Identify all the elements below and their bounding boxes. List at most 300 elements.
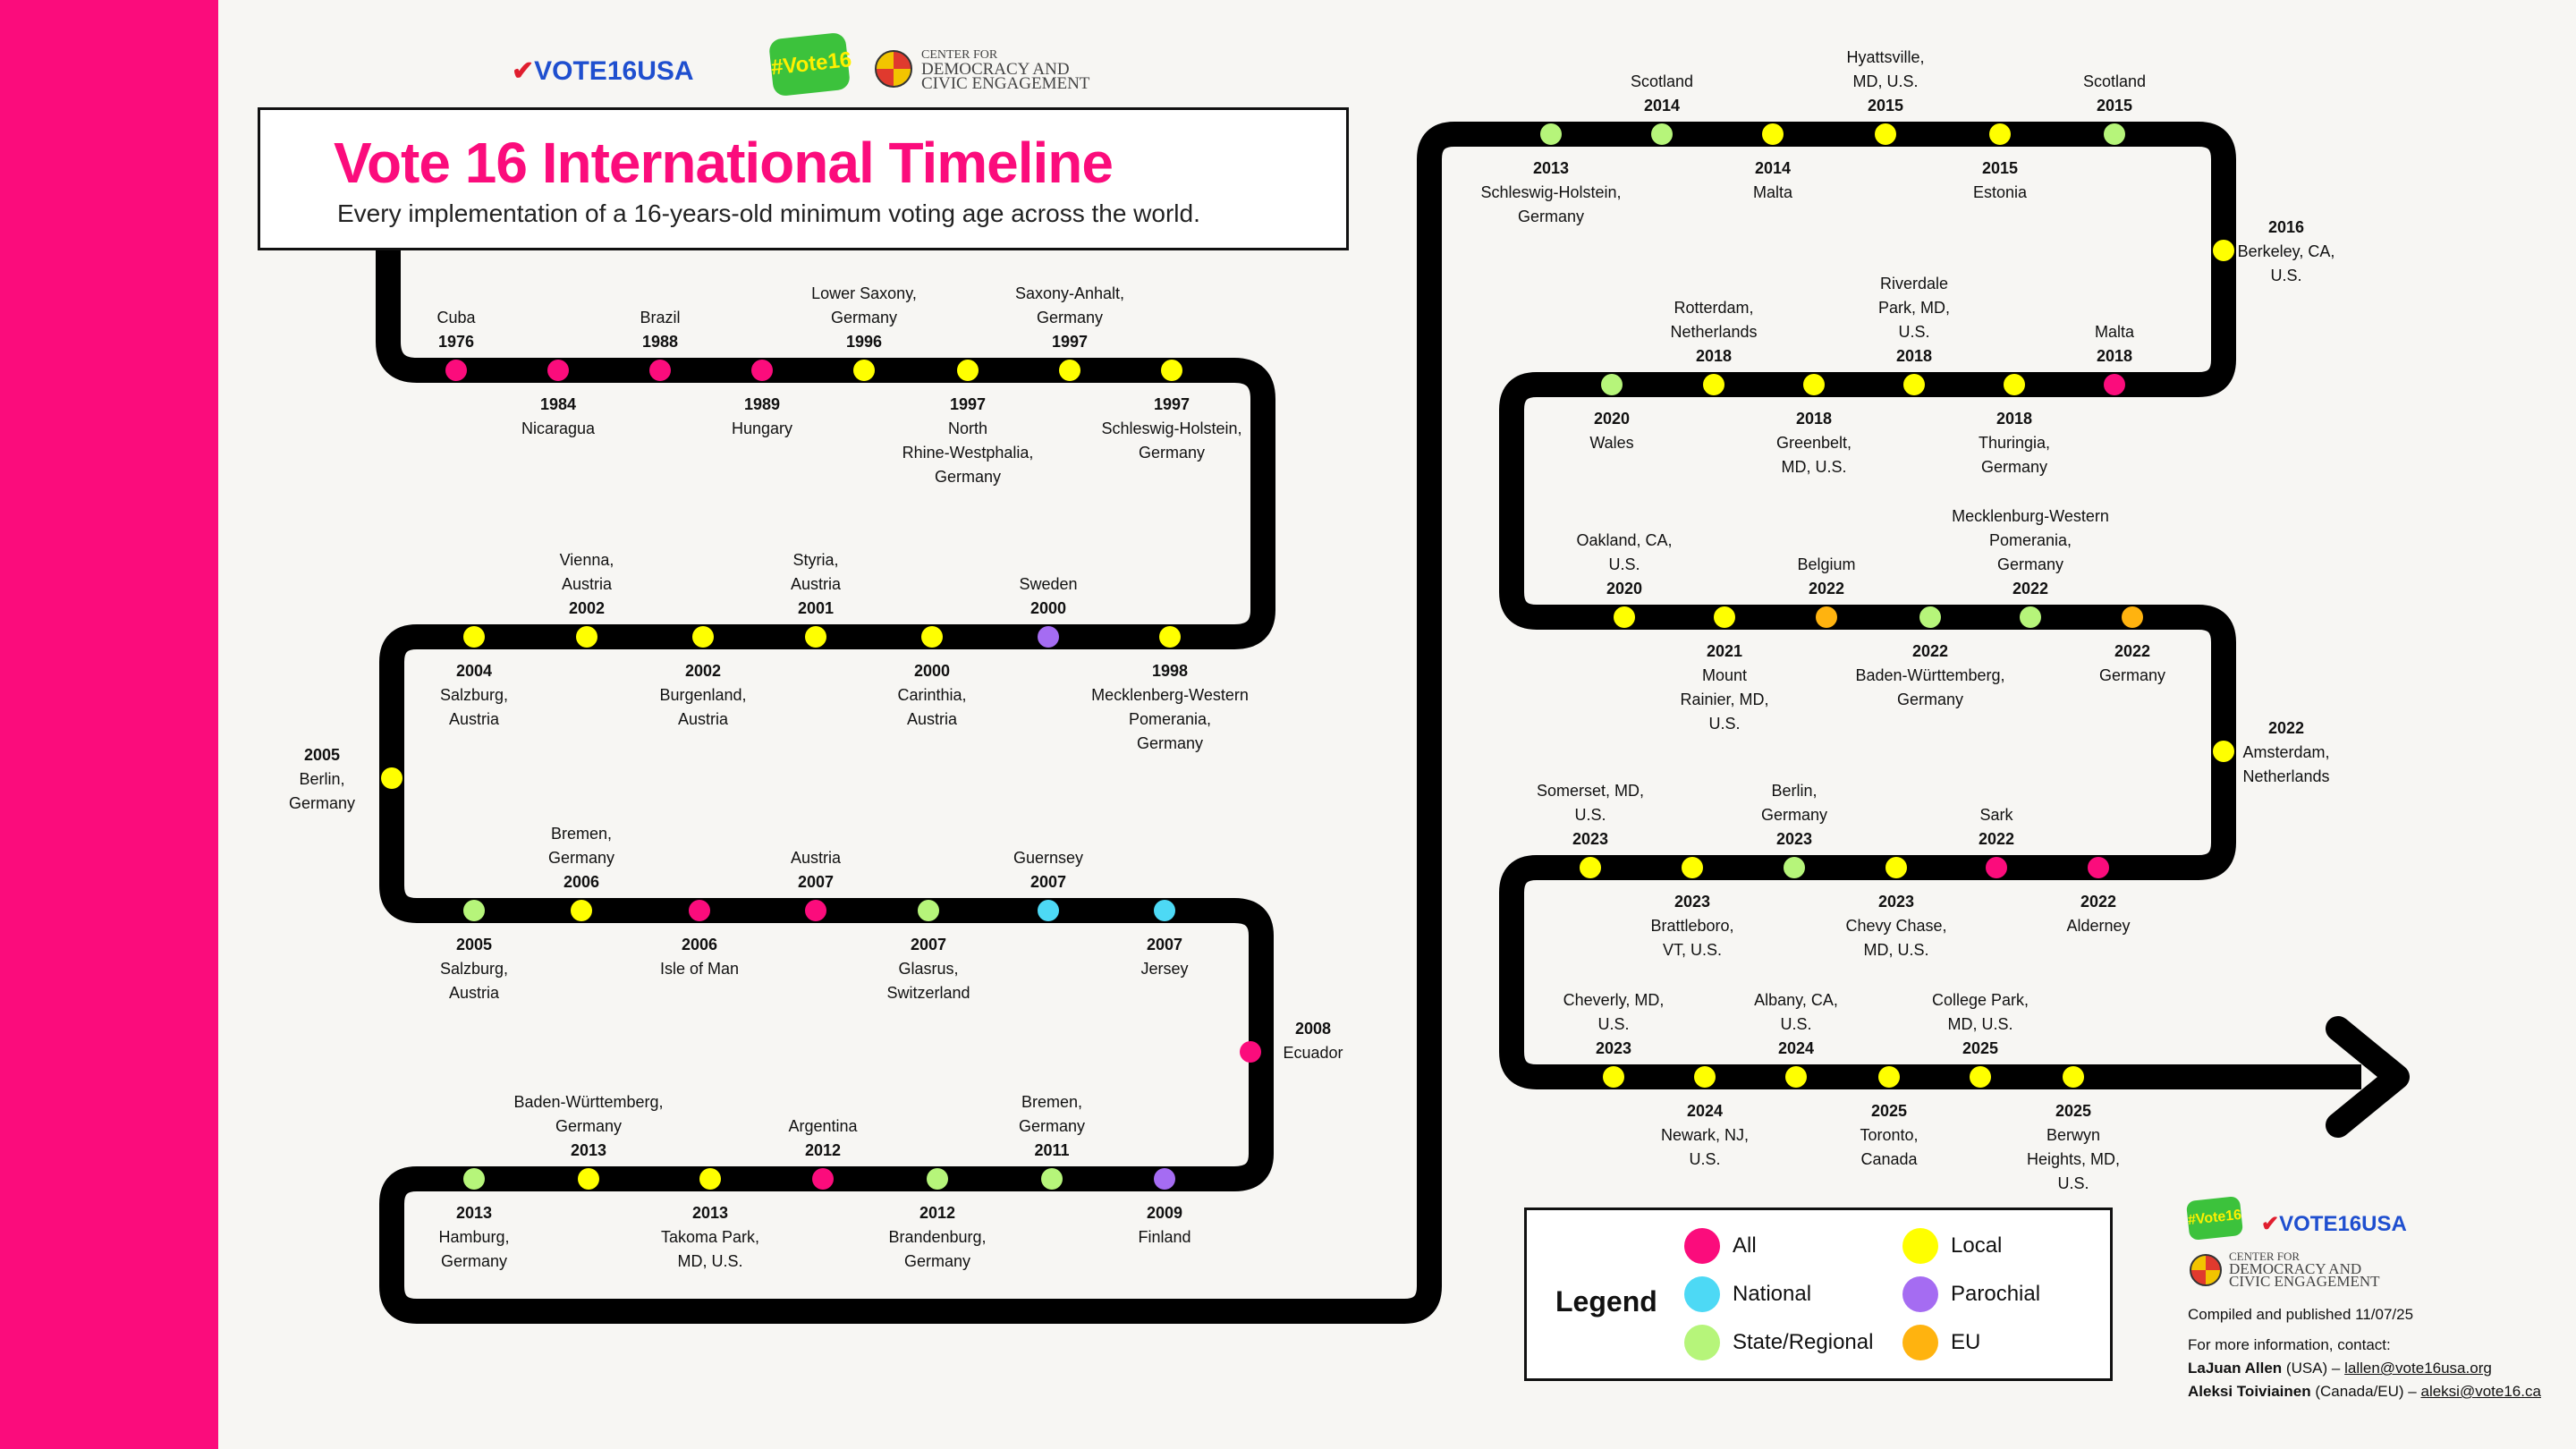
event-place: Netherlands	[1670, 323, 1758, 341]
event-place: Toronto,	[1860, 1126, 1919, 1144]
event-place: Pomerania,	[1988, 531, 2072, 549]
event-place: Germany	[1018, 1117, 1086, 1135]
event-year: 2012	[804, 1141, 842, 1159]
event-label	[811, 284, 917, 351]
event-label	[660, 936, 739, 978]
event-year: 1984	[539, 395, 577, 413]
legend-title: Legend	[1555, 1285, 1657, 1318]
contact-2-region: (Canada/EU) –	[2315, 1383, 2417, 1400]
event-year: 2014	[1643, 97, 1681, 114]
event-place: Styria,	[792, 551, 839, 569]
event-place: MD, U.S.	[1947, 1015, 2013, 1033]
timeline-dot	[1682, 857, 1703, 878]
event-place: Somerset, MD,	[1536, 782, 1645, 800]
legend-swatch	[1684, 1228, 1720, 1264]
event-label	[521, 395, 596, 437]
event-place: U.S.	[1608, 555, 1640, 573]
event-year: 2018	[1895, 347, 1933, 365]
event-year: 2025	[2055, 1102, 2092, 1120]
timeline-dot	[1803, 374, 1825, 395]
timeline-dot	[2213, 240, 2234, 261]
event-place: Hamburg,	[438, 1228, 510, 1246]
maryland-seal-icon	[2190, 1254, 2222, 1286]
event-label	[548, 825, 614, 891]
event-place: Brattleboro,	[1650, 917, 1734, 935]
event-year: 2013	[691, 1204, 729, 1222]
event-year: 2022	[2080, 893, 2117, 911]
timeline-dot	[2104, 123, 2125, 145]
event-year: 2011	[1034, 1141, 1070, 1159]
timeline-dot	[1154, 900, 1175, 921]
event-place: Germany	[1036, 309, 1104, 326]
event-place: Finland	[1138, 1228, 1191, 1246]
event-place: Berkeley, CA,	[2237, 242, 2335, 260]
event-place: Carinthia,	[897, 686, 967, 704]
event-place: Jersey	[1140, 960, 1189, 978]
event-label	[897, 662, 966, 728]
contact-1-name: LaJuan Allen	[2188, 1360, 2283, 1377]
timeline-dot	[692, 626, 714, 648]
event-year: 2012	[919, 1204, 956, 1222]
timeline-dot	[2213, 741, 2234, 762]
event-place: VT, U.S.	[1662, 941, 1723, 959]
contact-2-email-link[interactable]: aleksi@vote16.ca	[2420, 1383, 2541, 1400]
event-place: Greenbelt,	[1775, 434, 1852, 452]
timeline-dot	[1784, 857, 1805, 878]
title-box	[258, 107, 1349, 250]
event-place: Takoma Park,	[660, 1228, 760, 1246]
timeline-dot	[1878, 1066, 1900, 1088]
event-place: Mecklenberg-Western	[1091, 686, 1249, 704]
event-label	[2238, 218, 2335, 284]
timeline-dot	[381, 767, 402, 789]
event-year: 2014	[1754, 159, 1792, 177]
event-place: U.S.	[1708, 715, 1741, 733]
event-label	[289, 746, 355, 812]
event-label	[659, 662, 746, 728]
event-label	[1283, 1020, 1343, 1062]
cdce-logo-small	[2188, 1250, 2456, 1295]
event-place: Amsterdam,	[2242, 743, 2330, 761]
cdce-small-line-3: CIVIC ENGAGEMENT	[2229, 1273, 2380, 1290]
legend-label: Local	[1951, 1233, 2003, 1258]
event-label	[2095, 323, 2135, 365]
event-label	[1631, 72, 1693, 114]
timeline-dot	[1240, 1041, 1261, 1063]
event-year: 2023	[1595, 1039, 1632, 1057]
event-place: Baden-Württemberg,	[513, 1093, 664, 1111]
event-year: 2020	[1606, 580, 1643, 597]
event-year: 2006	[681, 936, 718, 953]
timeline-dot	[2020, 606, 2041, 628]
event-year: 2013	[570, 1141, 607, 1159]
event-year: 2013	[1532, 159, 1570, 177]
event-place: Albany, CA,	[1754, 991, 1838, 1009]
timeline-dot	[1970, 1066, 1991, 1088]
event-label	[1019, 575, 1077, 617]
event-place: Germany	[934, 468, 1002, 486]
legend-swatch	[1902, 1325, 1938, 1360]
timeline-dot	[463, 900, 485, 921]
event-label	[1952, 507, 2109, 597]
event-year: 1976	[437, 333, 475, 351]
event-place: Austria	[790, 575, 842, 593]
event-place: Switzerland	[886, 984, 970, 1002]
event-year: 1996	[845, 333, 883, 351]
legend-label: All	[1733, 1233, 1757, 1258]
event-label	[1878, 275, 1950, 365]
event-label	[1973, 159, 2028, 201]
event-place: Newark, NJ,	[1660, 1126, 1750, 1144]
event-place: Estonia	[1972, 183, 2028, 201]
event-place: Germany	[547, 849, 615, 867]
event-place: U.S.	[1597, 1015, 1630, 1033]
event-label	[788, 1117, 858, 1159]
timeline-dot	[1762, 123, 1784, 145]
event-year: 1989	[743, 395, 781, 413]
event-year: 2007	[910, 936, 947, 953]
timeline-dot	[1614, 606, 1635, 628]
legend-label: EU	[1951, 1330, 1981, 1354]
timeline-dot	[1038, 900, 1059, 921]
page-title: Vote 16 International Timeline	[334, 131, 1113, 195]
event-place: Saxony-Anhalt,	[1014, 284, 1125, 302]
event-place: Malta	[2094, 323, 2135, 341]
event-label	[886, 936, 970, 1002]
event-place: Germany	[830, 309, 898, 326]
event-year: 1997	[949, 395, 987, 413]
legend-swatch	[1902, 1276, 1938, 1312]
event-place: North	[947, 419, 988, 437]
event-label	[1754, 991, 1838, 1057]
legend-swatch	[1902, 1228, 1938, 1264]
timeline-dot	[918, 900, 939, 921]
event-place: U.S.	[2270, 267, 2302, 284]
event-label	[1015, 284, 1124, 351]
event-place: Germany	[1138, 444, 1206, 462]
event-label	[1576, 531, 1672, 597]
event-place: Berlin,	[1771, 782, 1818, 800]
event-label	[440, 662, 508, 728]
event-year: 1998	[1151, 662, 1189, 680]
event-label	[661, 1204, 759, 1270]
event-year: 2006	[563, 873, 600, 891]
timeline-dot	[1919, 606, 1941, 628]
vote16usa-logo-small-text: VOTE16USA	[2279, 1212, 2407, 1236]
contact-1-region: (USA) –	[2285, 1360, 2341, 1377]
event-place: Argentina	[788, 1117, 858, 1135]
event-place: Germany	[1980, 458, 2048, 476]
page-subtitle: Every implementation of a 16-years-old minimum voting age across the world.	[337, 199, 1200, 227]
timeline-dot	[1986, 857, 2007, 878]
check-icon: ✔	[2261, 1212, 2280, 1236]
timeline-dot	[1875, 123, 1896, 145]
event-place: Schleswig-Holstein,	[1101, 419, 1242, 437]
timeline-dot	[2122, 606, 2143, 628]
timeline-dot	[1694, 1066, 1716, 1088]
event-place: Salzburg,	[439, 960, 509, 978]
event-place: Sark	[1979, 806, 2013, 824]
event-place: Oakland, CA,	[1576, 531, 1673, 549]
event-label	[1138, 1204, 1191, 1246]
event-label	[902, 395, 1034, 486]
cdce-line-3: CIVIC ENGAGEMENT	[921, 74, 1090, 93]
event-label	[1563, 991, 1665, 1057]
cdce-logo-small-text	[2229, 1250, 2380, 1288]
event-place: Berlin,	[299, 770, 345, 788]
event-label	[1480, 159, 1621, 225]
event-place: U.S.	[2057, 1174, 2089, 1192]
event-year: 2022	[2012, 580, 2049, 597]
event-label	[560, 551, 614, 617]
timeline-dot	[751, 360, 773, 381]
event-year: 2025	[1962, 1039, 1999, 1057]
event-year: 2018	[1695, 347, 1733, 365]
event-year: 2000	[913, 662, 951, 680]
event-place: MD, U.S.	[1863, 941, 1929, 959]
event-label	[1855, 642, 2004, 708]
event-place: U.S.	[1689, 1150, 1721, 1168]
event-place: Rotterdam,	[1674, 299, 1754, 317]
event-place: Glasrus,	[898, 960, 959, 978]
event-place: Mount	[1701, 666, 1748, 684]
event-label	[1845, 893, 1946, 959]
event-place: Pomerania,	[1128, 710, 1212, 728]
event-label	[1589, 410, 1633, 452]
timeline-dot	[1601, 374, 1623, 395]
timeline-dot	[927, 1168, 948, 1190]
event-label	[1753, 159, 1793, 201]
event-place: Austria	[906, 710, 958, 728]
event-place: MD, U.S.	[1781, 458, 1847, 476]
event-label	[513, 1093, 663, 1159]
timeline-dot	[1703, 374, 1724, 395]
hashvote16-logo-small: #Vote16	[2186, 1196, 2243, 1241]
cdce-line-2: DEMOCRACY AND	[921, 60, 1070, 79]
event-year: 2001	[797, 599, 835, 617]
timeline-dot	[1161, 360, 1182, 381]
event-place: Alderney	[2066, 917, 2131, 935]
timeline-dot	[805, 626, 826, 648]
event-label	[732, 395, 792, 437]
event-place: Rainier, MD,	[1680, 691, 1769, 708]
event-year: 2002	[568, 599, 606, 617]
event-year: 2015	[1981, 159, 2019, 177]
event-label	[2066, 893, 2130, 935]
event-label	[2027, 1102, 2120, 1192]
timeline-dot	[578, 1168, 599, 1190]
legend-label: Parochial	[1951, 1282, 2041, 1306]
event-place: Germany	[555, 1117, 623, 1135]
event-year: 2023	[1572, 830, 1609, 848]
event-label	[1797, 555, 1855, 597]
event-place: Germany	[288, 794, 356, 812]
event-label	[1013, 849, 1083, 891]
event-year: 2000	[1030, 599, 1067, 617]
event-year: 1997	[1153, 395, 1191, 413]
timeline-dot	[571, 900, 592, 921]
event-place: Thuringia,	[1978, 434, 2051, 452]
hashvote16-logo: #Vote16	[768, 32, 851, 97]
event-place: Nicaragua	[521, 419, 596, 437]
event-label	[1846, 48, 1924, 114]
timeline-dot	[576, 626, 597, 648]
timeline-dot	[1041, 1168, 1063, 1190]
event-place: Salzburg,	[439, 686, 509, 704]
timeline-dot	[1038, 626, 1059, 648]
event-place: Sweden	[1019, 575, 1078, 593]
event-year: 2018	[1795, 410, 1833, 428]
event-label	[791, 551, 842, 617]
event-label	[1979, 410, 2050, 476]
event-place: Riverdale	[1879, 275, 1949, 292]
timeline-dot	[853, 360, 875, 381]
event-year: 2008	[1294, 1020, 1332, 1038]
event-place: Canada	[1860, 1150, 1918, 1168]
event-year: 2022	[2267, 719, 2305, 737]
event-year: 2018	[2096, 347, 2133, 365]
event-label	[2242, 719, 2329, 785]
event-year: 2005	[303, 746, 341, 764]
event-label	[1776, 410, 1852, 476]
event-place: Cuba	[436, 309, 476, 326]
timeline-dot	[1785, 1066, 1807, 1088]
event-place: Netherlands	[2242, 767, 2330, 785]
event-place: Berwyn	[2046, 1126, 2101, 1144]
timeline-dot	[1580, 857, 1601, 878]
event-year: 2007	[797, 873, 835, 891]
contact-1-email-link[interactable]: lallen@vote16usa.org	[2344, 1360, 2492, 1377]
event-place: Isle of Man	[659, 960, 740, 978]
event-place: Germany	[1996, 555, 2064, 573]
event-year: 2020	[1593, 410, 1631, 428]
event-place: Germany	[903, 1252, 971, 1270]
event-place: Vienna,	[559, 551, 614, 569]
contact-2-name: Aleksi Toiviainen	[2188, 1383, 2311, 1400]
timeline-dot	[812, 1168, 834, 1190]
timeline-dot	[689, 900, 710, 921]
event-year: 1988	[641, 333, 679, 351]
timeline-dot	[649, 360, 671, 381]
timeline-dot	[445, 360, 467, 381]
event-place: College Park,	[1931, 991, 2029, 1009]
event-year: 1997	[1051, 333, 1089, 351]
event-year: 2024	[1686, 1102, 1724, 1120]
event-place: Chevy Chase,	[1845, 917, 1947, 935]
event-place: Germany	[1760, 806, 1828, 824]
event-place: Bremen,	[1021, 1093, 1083, 1111]
event-label	[1650, 893, 1733, 959]
event-year: 2022	[1911, 642, 1949, 660]
timeline-dot	[1603, 1066, 1624, 1088]
event-year: 2023	[1877, 893, 1915, 911]
event-year: 2022	[1978, 830, 2015, 848]
event-place: Baden-Württemberg,	[1855, 666, 2005, 684]
event-place: Hungary	[731, 419, 793, 437]
footer	[2188, 1199, 2563, 1431]
event-label	[1101, 395, 1241, 462]
event-place: Austria	[448, 984, 500, 1002]
event-year: 2024	[1777, 1039, 1815, 1057]
event-year: 2023	[1775, 830, 1813, 848]
contact-intro: For more information, contact:	[2188, 1336, 2391, 1353]
legend-label: National	[1733, 1282, 1812, 1306]
event-label	[2083, 72, 2146, 114]
legend	[1524, 1208, 2113, 1381]
event-place: Brazil	[640, 309, 681, 326]
event-label	[1140, 936, 1188, 978]
event-year: 2004	[455, 662, 493, 680]
event-place: Malta	[1752, 183, 1793, 201]
event-year: 2007	[1146, 936, 1183, 953]
timeline-dot	[699, 1168, 721, 1190]
event-place: Austria	[448, 710, 500, 728]
event-place: Austria	[790, 849, 842, 867]
timeline-dot	[463, 626, 485, 648]
legend-label: State/Regional	[1733, 1330, 1874, 1354]
event-place: Germany	[1896, 691, 1964, 708]
event-year: 2015	[2096, 97, 2133, 114]
event-label	[440, 936, 508, 1002]
event-year: 2022	[2114, 642, 2151, 660]
event-label	[2099, 642, 2165, 684]
event-place: Germany	[1517, 208, 1585, 225]
event-label	[438, 1204, 509, 1270]
timeline-dot	[547, 360, 569, 381]
event-label	[1860, 1102, 1918, 1168]
timeline-dot	[1714, 606, 1735, 628]
event-label	[791, 849, 842, 891]
event-place: Austria	[677, 710, 729, 728]
event-place: Brandenburg,	[888, 1228, 987, 1246]
event-label	[436, 309, 476, 351]
event-label	[888, 1204, 986, 1270]
event-place: MD, U.S.	[1852, 72, 1919, 90]
event-place: Heights, MD,	[2026, 1150, 2121, 1168]
event-place: U.S.	[1898, 323, 1930, 341]
compiled-date: Compiled and published 11/07/25	[2188, 1306, 2414, 1323]
event-label	[1680, 642, 1768, 733]
timeline-dot	[1816, 606, 1837, 628]
vote16usa-logo-small	[2261, 1211, 2407, 1237]
event-year: 2025	[1870, 1102, 1908, 1120]
event-year: 2023	[1674, 893, 1711, 911]
timeline-dot	[1540, 123, 1562, 145]
event-label	[1761, 782, 1827, 848]
event-label	[640, 309, 680, 351]
timeline-dot	[2063, 1066, 2084, 1088]
vote16usa-logo-text: VOTE16USA	[534, 56, 694, 86]
event-year: 2013	[455, 1204, 493, 1222]
event-year: 2009	[1146, 1204, 1183, 1222]
event-place: Park, MD,	[1877, 299, 1951, 317]
event-place: Germany	[2098, 666, 2166, 684]
event-label	[1979, 806, 2014, 848]
cdce-small-line-1: CENTER FOR	[2229, 1250, 2301, 1263]
event-place: U.S.	[1780, 1015, 1812, 1033]
event-place: Bremen,	[550, 825, 613, 843]
timeline-dot	[957, 360, 979, 381]
event-year: 2016	[2267, 218, 2305, 236]
event-place: Guernsey	[1013, 849, 1084, 867]
timeline-dot	[1903, 374, 1925, 395]
event-label	[1670, 299, 1757, 365]
cdce-line-1: CENTER FOR	[921, 48, 998, 62]
timeline-dot	[463, 1168, 485, 1190]
event-place: Schleswig-Holstein,	[1480, 183, 1622, 201]
event-place: Germany	[440, 1252, 508, 1270]
timeline-dot	[2088, 857, 2109, 878]
